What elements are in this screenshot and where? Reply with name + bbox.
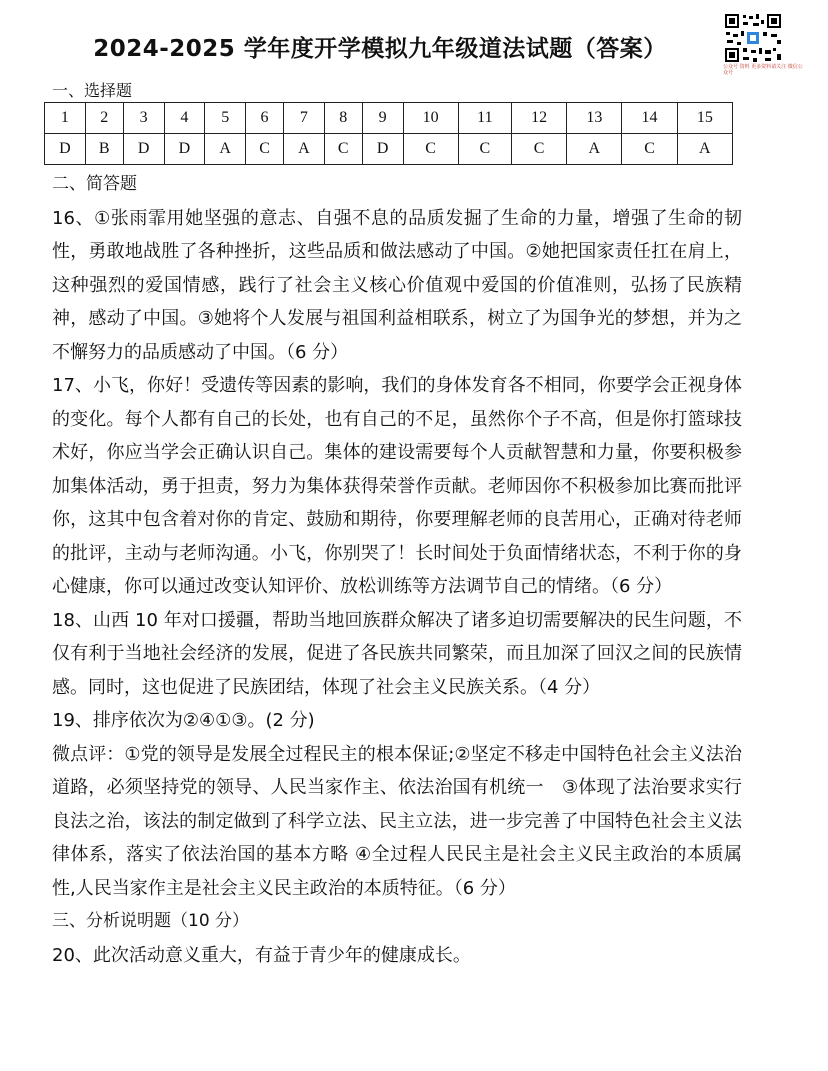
question-number: 8 (324, 103, 362, 134)
question-number: 3 (123, 103, 164, 134)
question-number: 7 (284, 103, 325, 134)
answer-table (44, 102, 733, 165)
question-number: 5 (205, 103, 246, 134)
answer-number-row (45, 103, 733, 134)
question-number: 14 (622, 103, 677, 134)
section-short-answer-heading: 二、简答题 (52, 174, 137, 194)
answer-letter: D (45, 134, 86, 165)
answer-letter: A (567, 134, 622, 165)
question-number: 12 (512, 103, 567, 134)
answer-letter: C (246, 134, 284, 165)
section-choice-heading: 一、选择题 (52, 81, 133, 100)
question-number: 10 (403, 103, 458, 134)
question-number: 2 (85, 103, 123, 134)
answer-letter: D (164, 134, 205, 165)
answer-letter: C (324, 134, 362, 165)
answer-letter: A (284, 134, 325, 165)
question-number: 6 (246, 103, 284, 134)
answer-letter: A (677, 134, 732, 165)
answer-17: 17、小飞，你好！受遗传等因素的影响，我们的身体发育各不相同，你要学会正视身体的变化。每个人都有自己的长处，也有自己的不足，虽然你个子不高，但是你打篮球技术好，你应当学会正确认识自己。集体的建设需要每个人贡献智慧和力量，你要积极参加集体活动，勇于担责，努力为集体获得荣誉作贡献。老师因你不积极参加比赛而批评你，这其中包含着对你的肯定、鼓励和期待，你要理解老师的良苦用心，正确对待老师的批评，主动与老师沟通。小飞，你别哭了！长时间处于负面情绪状态，不利于你的身心健康，你可以通过改变认知评价、放松训练等方法调节自己的情绪。（6 分） (52, 375, 742, 597)
qr-caption: 公众号 资料 更多资料请关注 微信公众号 (723, 64, 803, 76)
answer-letter: B (85, 134, 123, 165)
answer-letter: C (458, 134, 511, 165)
question-number: 4 (164, 103, 205, 134)
answer-19-order: 19、排序依次为②④①③。(2 分) (52, 710, 315, 731)
section-analysis-heading: 三、分析说明题（10 分） (52, 911, 250, 931)
question-number: 15 (677, 103, 732, 134)
answer-letter: C (403, 134, 458, 165)
answer-body (52, 168, 742, 972)
question-number: 13 (567, 103, 622, 134)
answer-20: 20、此次活动意义重大，有益于青少年的健康成长。 (52, 944, 471, 966)
answer-letter: D (362, 134, 403, 165)
question-number: 11 (458, 103, 511, 134)
answer-16: 16、①张雨霏用她坚强的意志、自强不息的品质发掘了生命的力量，增强了生命的韧性，勇敢地战胜了各种挫折，这些品质和做法感动了中国。②她把国家责任扛在肩上，这种强烈的爱国情感，践行了社会主义核心价值观中爱国的价值准则，弘扬了民族精神，感动了中国。③她将个人发展与祖国利益相联系，树立了为国争光的梦想，并为之不懈努力的品质感动了中国。（6 分） (52, 207, 742, 363)
qr-code-icon (723, 12, 783, 64)
answer-letter: A (205, 134, 246, 165)
answer-letter: C (512, 134, 567, 165)
page-title: 2024-2025 学年度开学模拟九年级道法试题（答案） (93, 36, 667, 62)
answer-letter: D (123, 134, 164, 165)
question-number: 1 (45, 103, 86, 134)
answer-letter: C (622, 134, 677, 165)
answer-letter-row (45, 134, 733, 165)
answer-18: 18、山西 10 年对口援疆，帮助当地回族群众解决了诸多迫切需要解决的民生问题，不仅有利于当地社会经济的发展，促进了各民族共同繁荣，而且加深了回汉之间的民族情感。同时，这也促进了民族团结，体现了社会主义民族关系。（4 分） (52, 609, 742, 698)
question-number: 9 (362, 103, 403, 134)
answer-19-comment: 微点评：①党的领导是发展全过程民主的根本保证;②坚定不移走中国特色社会主义法治道路，必须坚持党的领导、人民当家作主、依法治国有机统一 ③体现了法治要求实行良法之治，该法的制定做到了科学立法、民主立法，进一步完善了中国特色社会主义法律体系，落实了依法治国的基本方略 ④全过程人民民主是社会主义民主政治的本质属性,人民当家作主是社会主义民主政治的本质特征。（6 分） (52, 743, 742, 899)
